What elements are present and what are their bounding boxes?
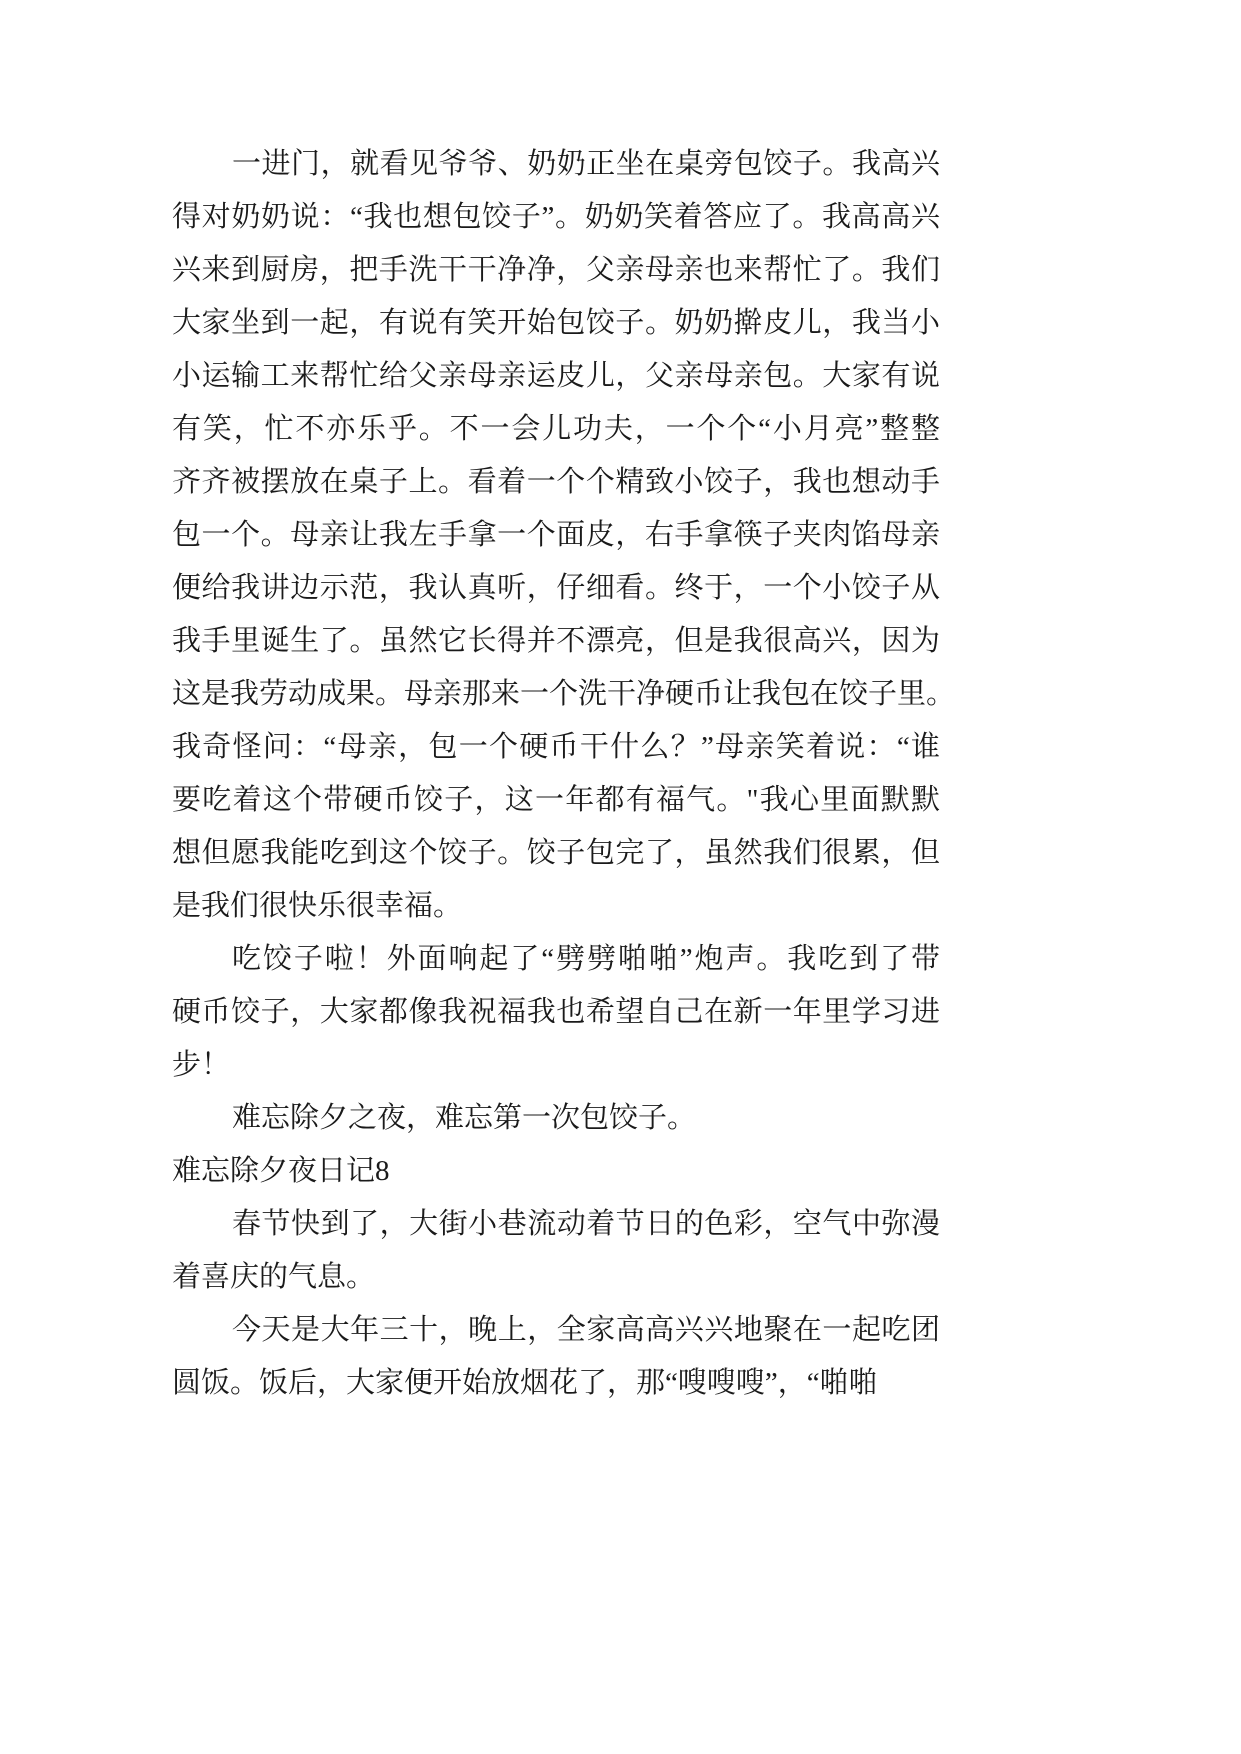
text-line: 今天是大年三十，晚上，全家高高兴兴地聚在一起吃团 bbox=[232, 1314, 940, 1346]
text-line: 我奇怪问：“母亲，包一个硬币干什么？”母亲笑着说：“谁 bbox=[172, 731, 940, 763]
text-line: 包一个。母亲让我左手拿一个面皮，右手拿筷子夹肉馅母亲 bbox=[172, 519, 940, 551]
text-line: 小运输工来帮忙给父亲母亲运皮儿，父亲母亲包。大家有说 bbox=[172, 360, 940, 392]
section-heading: 难忘除夕夜日记8 bbox=[172, 1155, 390, 1187]
text-line: 吃饺子啦！外面响起了“劈劈啪啪”炮声。我吃到了带 bbox=[232, 943, 940, 975]
text-line: 一进门，就看见爷爷、奶奶正坐在桌旁包饺子。我高兴 bbox=[232, 148, 940, 180]
text-line: 有笑，忙不亦乐乎。不一会儿功夫，一个个“小月亮”整整 bbox=[172, 413, 940, 445]
text-line: 着喜庆的气息。 bbox=[172, 1261, 376, 1293]
text-line: 便给我讲边示范，我认真听，仔细看。终于，一个小饺子从 bbox=[172, 572, 940, 604]
paragraph bbox=[172, 933, 940, 1092]
document-page bbox=[172, 138, 956, 1410]
text-line: 春节快到了，大街小巷流动着节日的色彩，空气中弥漫 bbox=[232, 1208, 940, 1240]
text-line: 得对奶奶说：“我也想包饺子”。奶奶笑着答应了。我高高兴 bbox=[172, 201, 940, 233]
text-line: 齐齐被摆放在桌子上。看着一个个精致小饺子，我也想动手 bbox=[172, 466, 940, 498]
paragraph bbox=[172, 1304, 940, 1410]
text-line: 硬币饺子，大家都像我祝福我也希望自己在新一年里学习进 bbox=[172, 996, 940, 1028]
text-line: 想但愿我能吃到这个饺子。饺子包完了，虽然我们很累，但 bbox=[172, 837, 940, 869]
paragraph bbox=[172, 138, 956, 933]
paragraph bbox=[172, 1198, 940, 1304]
text-line: 难忘除夕之夜，难忘第一次包饺子。 bbox=[232, 1102, 697, 1134]
text-line: 要吃着这个带硬币饺子，这一年都有福气。"我心里面默默 bbox=[172, 784, 940, 816]
text-line: 大家坐到一起，有说有笑开始包饺子。奶奶擀皮儿，我当小 bbox=[172, 307, 940, 339]
text-line: 是我们很快乐很幸福。 bbox=[172, 890, 463, 922]
text-line: 这是我劳动成果。母亲那来一个洗干净硬币让我包在饺子里。 bbox=[172, 678, 956, 710]
text-line: 步！ bbox=[172, 1049, 231, 1081]
paragraph bbox=[172, 1092, 940, 1145]
text-line: 圆饭。饭后，大家便开始放烟花了，那“嗖嗖嗖”，“啪啪 bbox=[172, 1367, 878, 1399]
text-line: 兴来到厨房，把手洗干干净净，父亲母亲也来帮忙了。我们 bbox=[172, 254, 940, 286]
text-line: 我手里诞生了。虽然它长得并不漂亮，但是我很高兴，因为 bbox=[172, 625, 940, 657]
